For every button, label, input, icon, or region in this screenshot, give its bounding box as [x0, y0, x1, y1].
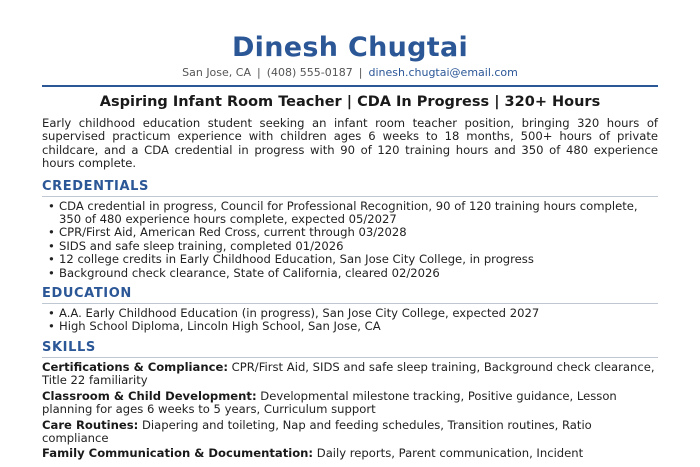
- summary-paragraph: Early childhood education student seeking an infant room teacher position, bringing 320 hours of supervised practicum experience with children ages 6 weeks to 18 months, 500+ hours of private childcare, and a CDA credential in progress with 90 of 120 training hours and 350 of 480 experience hours complete.: [42, 116, 658, 171]
- bullet-icon: •: [48, 319, 55, 334]
- bullet-icon: •: [48, 265, 55, 280]
- candidate-name: Dinesh Chugtai: [231, 32, 469, 63]
- list-item-text: SIDS and safe sleep training, completed 01/2026: [59, 238, 344, 253]
- separator: |: [358, 66, 363, 79]
- bullet-icon: •: [48, 225, 55, 240]
- list-item-text: 12 college credits in Early Childhood Education, San Jose City College, in progress: [59, 252, 534, 267]
- list-item-text: CDA credential in progress, Council for Professional Recognition, 90 of 120 training hours complete, 350 of 480 experience hours complete, expected 05/2027: [59, 198, 638, 227]
- skill-group: [42, 361, 658, 388]
- email-link[interactable]: dinesh.chugtai@email.com: [368, 66, 518, 79]
- skill-group-label: Classroom & Child Development:: [42, 388, 257, 403]
- skill-group-label: Care Routines:: [42, 417, 139, 432]
- skill-group-text: Developmental milestone tracking, Positive guidance, Lesson planning for ages 6 weeks to 5 years, Curriculum support: [42, 388, 617, 417]
- separator: |: [257, 66, 261, 79]
- credentials-list: [42, 200, 658, 280]
- list-item: [48, 226, 658, 239]
- list-item: [48, 240, 658, 253]
- location: San Jose, CA: [182, 66, 251, 79]
- list-item: [48, 200, 658, 227]
- bullet-icon: •: [48, 238, 55, 253]
- list-item-text: Background check clearance, State of California, cleared 02/2026: [59, 265, 440, 280]
- list-item-text: CPR/First Aid, American Red Cross, current through 03/2028: [59, 225, 407, 240]
- list-item-text: High School Diploma, Lincoln High School, San Jose, CA: [59, 319, 381, 334]
- bullet-icon: •: [48, 306, 55, 321]
- list-item: [48, 320, 658, 333]
- section-title-credentials: CREDENTIALS: [42, 179, 658, 197]
- skill-group-text: Daily reports, Parent communication, Incident: [316, 446, 584, 461]
- skill-group-text: Diapering and toileting, Nap and feeding schedules, Transition routines, Ratio compliance: [42, 417, 592, 445]
- section-title-skills: SKILLS: [42, 340, 658, 358]
- list-item: [48, 253, 658, 266]
- bullet-icon: •: [48, 198, 55, 213]
- phone: (408) 555-0187: [266, 66, 353, 79]
- skills-section: [42, 340, 658, 461]
- skill-group: [42, 390, 658, 417]
- education-section: [42, 286, 658, 334]
- bullet-icon: •: [48, 252, 55, 267]
- education-list: [42, 307, 658, 334]
- credentials-section: [42, 179, 658, 280]
- skill-group-label: Family Communication & Documentation:: [42, 446, 314, 461]
- list-item-text: A.A. Early Childhood Education (in progress), San Jose City College, expected 2027: [59, 306, 540, 321]
- list-item: [48, 267, 658, 280]
- skill-group: [42, 447, 658, 460]
- skills-list: [42, 361, 658, 461]
- skill-group: [42, 419, 658, 446]
- skill-group-label: Certifications & Compliance:: [42, 359, 228, 374]
- skill-group-text: CPR/First Aid, SIDS and safe sleep training, Background check clearance, Title 22 familiarity: [42, 359, 655, 388]
- section-title-education: EDUCATION: [42, 286, 658, 304]
- headline: Aspiring Infant Room Teacher | CDA In Progress | 320+ Hours: [99, 94, 601, 110]
- list-item: [48, 307, 658, 320]
- contact-line: [42, 65, 658, 80]
